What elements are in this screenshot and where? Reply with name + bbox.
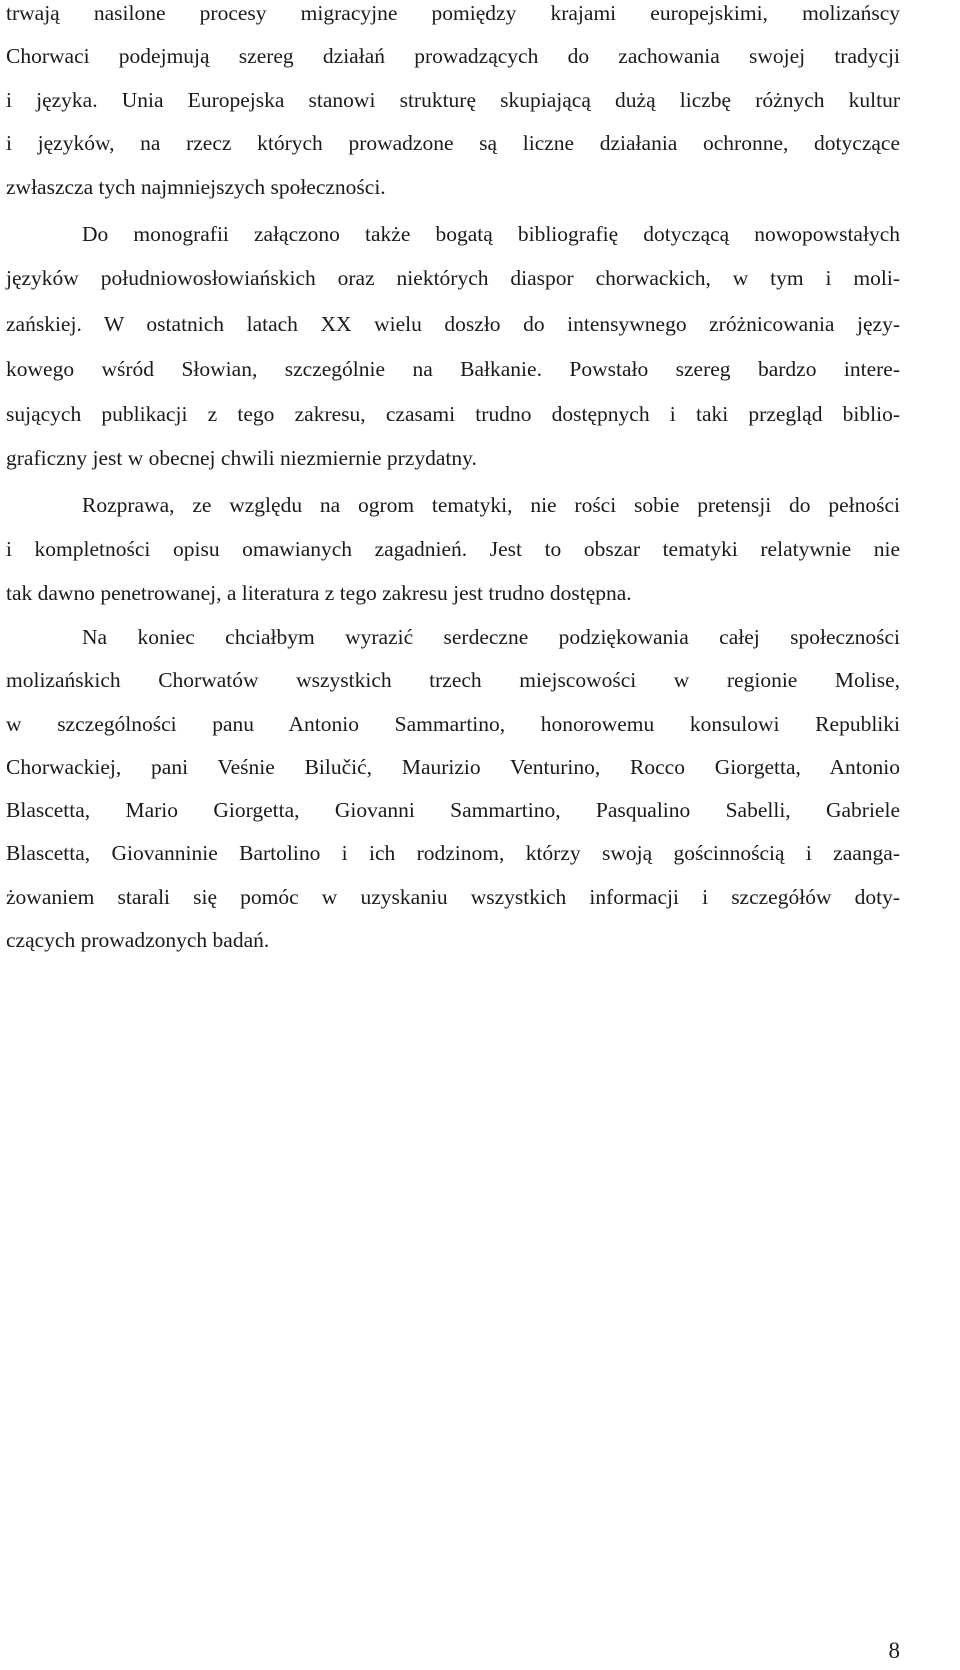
text-line: Chorwaci podejmują szereg działań prowadzących do zachowania swojej tradycji — [6, 44, 900, 68]
text-line: kowego wśród Słowian, szczególnie na Bałkanie. Powstało szereg bardzo intere- — [6, 357, 900, 381]
text-line: i kompletności opisu omawianych zagadnień. Jest to obszar tematyki relatywnie nie — [6, 537, 900, 561]
paragraph-first-line: Do monografii załączono także bogatą bibliografię dotyczącą nowopowstałych — [82, 222, 900, 246]
text-line: zańskiej. W ostatnich latach XX wielu doszło do intensywnego zróżnicowania języ- — [6, 312, 900, 336]
text-line: i języka. Unia Europejska stanowi strukturę skupiającą dużą liczbę różnych kultur — [6, 88, 900, 112]
text-line: graficzny jest w obecnej chwili niezmiernie przydatny. — [6, 446, 477, 470]
page-number: 8 — [888, 1638, 900, 1663]
text-line: Blascetta, Mario Giorgetta, Giovanni Sammartino, Pasqualino Sabelli, Gabriele — [6, 798, 900, 822]
text-line: żowaniem starali się pomóc w uzyskaniu wszystkich informacji i szczegółów doty- — [6, 885, 900, 909]
paragraph-first-line: Na koniec chciałbym wyrazić serdeczne podziękowania całej społeczności — [82, 625, 900, 649]
text-line: trwają nasilone procesy migracyjne pomiędzy krajami europejskimi, molizańscy — [6, 1, 900, 25]
text-line: molizańskich Chorwatów wszystkich trzech miejscowości w regionie Molise, — [6, 668, 900, 692]
text-line: sujących publikacji z tego zakresu, czasami trudno dostępnych i taki przegląd biblio- — [6, 402, 900, 426]
text-line: w szczególności panu Antonio Sammartino, honorowemu konsulowi Republiki — [6, 712, 900, 736]
text-line: i języków, na rzecz których prowadzone są liczne działania ochronne, dotyczące — [6, 131, 900, 155]
text-line: zwłaszcza tych najmniejszych społeczności. — [6, 175, 386, 199]
text-line: czących prowadzonych badań. — [6, 928, 270, 952]
paragraph-first-line: Rozprawa, ze względu na ogrom tematyki, nie rości sobie pretensji do pełności — [82, 493, 900, 517]
text-line: języków południowosłowiańskich oraz niektórych diaspor chorwackich, w tym i moli- — [6, 266, 900, 290]
text-line: Blascetta, Giovanninie Bartolino i ich rodzinom, którzy swoją gościnnością i zaanga- — [6, 841, 900, 865]
text-line: Chorwackiej, pani Veśnie Bilučić, Maurizio Venturino, Rocco Giorgetta, Antonio — [6, 755, 900, 779]
text-line: tak dawno penetrowanej, a literatura z tego zakresu jest trudno dostępna. — [6, 581, 632, 605]
